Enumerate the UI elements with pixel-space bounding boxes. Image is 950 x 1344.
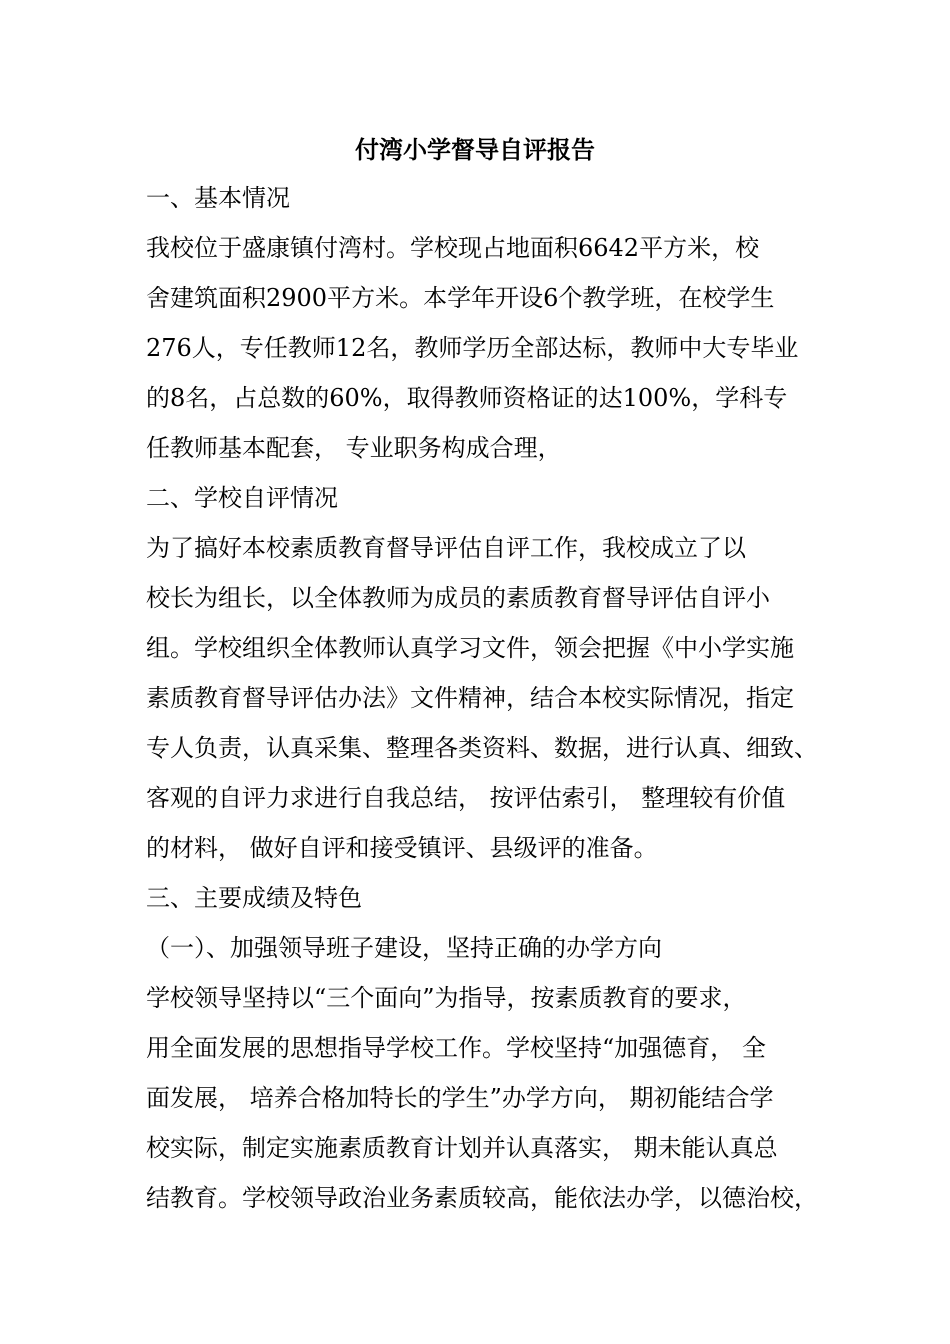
paragraph-line: 校长为组长，以全体教师为成员的素质教育督导评估自评小	[146, 584, 770, 612]
paragraph-line: 的8名，占总数的60%，取得教师资格证的达100%，学科专	[146, 384, 788, 412]
paragraph-line: 客观的自评力求进行自我总结， 按评估索引， 整理较有价值	[146, 784, 786, 812]
paragraph-line: 为了搞好本校素质教育督导评估自评工作，我校成立了以	[146, 534, 746, 562]
paragraph-line: 专人负责，认真采集、整理各类资料、数据，进行认真、细致、	[146, 734, 818, 762]
paragraph-line: 素质教育督导评估办法》文件精神，结合本校实际情况，指定	[146, 684, 794, 712]
paragraph-line: 的材料， 做好自评和接受镇评、县级评的准备。	[146, 834, 658, 862]
paragraph-line: 学校领导坚持以“三个面向”为指导，按素质教育的要求，	[146, 984, 747, 1012]
section-heading-achievements: 三、主要成绩及特色	[146, 884, 362, 912]
paragraph-line: 组。学校组织全体教师认真学习文件，领会把握《中小学实施	[146, 634, 794, 662]
paragraph-line: 276人，专任教师12名，教师学历全部达标，教师中大专毕业	[146, 334, 799, 362]
paragraph-line: 我校位于盛康镇付湾村。学校现占地面积6642平方米，校	[146, 234, 760, 262]
paragraph-line: 任教师基本配套， 专业职务构成合理，	[146, 434, 562, 462]
paragraph-line: 面发展， 培养合格加特长的学生”办学方向， 期初能结合学	[146, 1084, 774, 1112]
paragraph-line: 用全面发展的思想指导学校工作。学校坚持“加强德育， 全	[146, 1034, 766, 1062]
section-heading-basic: 一、基本情况	[146, 184, 290, 212]
paragraph-line: 舍建筑面积2900平方米。本学年开设6个教学班，在校学生	[146, 284, 775, 312]
paragraph-line: 校实际，制定实施素质教育计划并认真落实， 期未能认真总	[146, 1134, 778, 1162]
paragraph-line: 结教育。学校领导政治业务素质较高，能依法办学，以德治校，	[146, 1184, 818, 1212]
subsection-heading: （一）、加强领导班子建设，坚持正确的办学方向	[146, 934, 662, 962]
section-heading-self-eval: 二、学校自评情况	[146, 484, 338, 512]
document-title: 付湾小学督导自评报告	[355, 136, 595, 164]
